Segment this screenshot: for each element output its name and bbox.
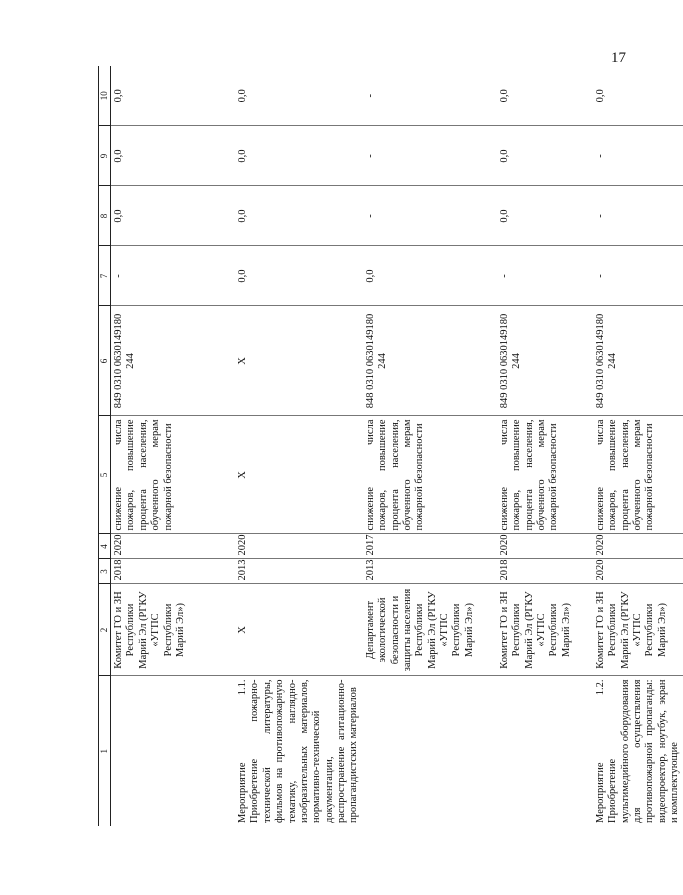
value-cell: 0,0 — [235, 66, 363, 126]
value-cell: 0,0 — [235, 246, 363, 306]
executor-cell: Комитет ГО и ЗН Республики Марий Эл (РГКУ «УГПС Республики Марий Эл») — [593, 584, 683, 676]
column-header: 2 — [99, 584, 111, 676]
value-cell: - — [593, 126, 683, 186]
column-header: 9 — [99, 126, 111, 186]
value-cell: - — [111, 246, 236, 306]
table-row — [497, 66, 593, 826]
rotated-table-container — [98, 66, 680, 826]
budget-code-cell: 849 0310 0630149180 244 — [111, 306, 236, 416]
executor-cell: Комитет ГО и ЗН Республики Марий Эл (РГКУ «УГПС Республики Марий Эл») — [497, 584, 593, 676]
column-header: 4 — [99, 534, 111, 559]
value-cell: 0,0 — [593, 66, 683, 126]
budget-code-cell: 848 0310 0630149180 244 — [363, 306, 497, 416]
end-year-cell: 2020 — [235, 534, 363, 559]
executor-cell: Департамент экологической безопасности и защиты населения Республики Марий Эл (РГКУ «УГПС Республики Марий Эл») — [363, 584, 497, 676]
value-cell: 0,0 — [497, 186, 593, 246]
header-row — [99, 66, 111, 826]
column-header: 10 — [99, 66, 111, 126]
result-cell: снижение числа пожаров, повышение процента населения, обученного мерам пожарной безопасности — [497, 416, 593, 534]
column-header: 1 — [99, 676, 111, 826]
start-year-cell: 2018 — [111, 559, 236, 584]
value-cell: 0,0 — [497, 66, 593, 126]
column-header: 6 — [99, 306, 111, 416]
value-cell: - — [593, 246, 683, 306]
result-cell: снижение числа пожаров, повышение процента населения, обученного мерам пожарной безопасности — [593, 416, 683, 534]
start-year-cell: 2013 — [363, 559, 497, 584]
value-cell: 0,0 — [497, 126, 593, 186]
end-year-cell: 2017 — [363, 534, 497, 559]
budget-code-cell: 849 0310 0630149180 244 — [497, 306, 593, 416]
start-year-cell: 2020 — [593, 559, 683, 584]
budget-code-cell: 849 0310 0630149180 244 — [593, 306, 683, 416]
value-cell: - — [363, 186, 497, 246]
table-row — [235, 66, 363, 826]
end-year-cell: 2020 — [497, 534, 593, 559]
activity-cell: Мероприятие 1.2. Приобретение мультимедийного оборудования для осуществления противопожарной пропаганды: видеопроектор, ноутбук, экран и комплектующие — [594, 679, 680, 823]
value-cell: 0,0 — [111, 186, 236, 246]
value-cell: - — [363, 126, 497, 186]
value-cell: 0,0 — [235, 186, 363, 246]
table-row — [593, 66, 683, 826]
value-cell: - — [363, 66, 497, 126]
table-row — [363, 66, 497, 826]
result-cell: снижение числа пожаров, повышение процента населения, обученного мерам пожарной безопасности — [111, 416, 236, 534]
page-number: 17 — [611, 50, 626, 66]
value-cell: - — [593, 186, 683, 246]
activity-cell — [111, 676, 236, 826]
executor-cell: Комитет ГО и ЗН Республики Марий Эл (РГКУ «УГПС Республики Марий Эл») — [111, 584, 236, 676]
column-header: 7 — [99, 246, 111, 306]
activity-cell — [497, 676, 593, 826]
start-year-cell: 2018 — [497, 559, 593, 584]
activity-cell — [363, 676, 497, 826]
start-year-cell: 2013 — [235, 559, 363, 584]
activity-cell: Мероприятие 1.1. Приобретение пожарно-технической литературы, фильмов на противопожарную тематику, наглядно-изобразительных материалов, нормативно-технической документации, распространение агитационно-пропагандистских материалов — [237, 679, 360, 823]
budget-code-cell: X — [235, 306, 363, 416]
value-cell: 0,0 — [363, 246, 497, 306]
program-activities-table — [98, 66, 683, 826]
executor-cell: X — [235, 584, 363, 676]
end-year-cell: 2020 — [593, 534, 683, 559]
value-cell: - — [497, 246, 593, 306]
result-cell: снижение числа пожаров, повышение процента населения, обученного мерам пожарной безопасности — [363, 416, 497, 534]
column-header: 5 — [99, 416, 111, 534]
table-row — [111, 66, 236, 826]
end-year-cell: 2020 — [111, 534, 236, 559]
column-header: 3 — [99, 559, 111, 584]
result-cell: X — [235, 416, 363, 534]
column-header: 8 — [99, 186, 111, 246]
value-cell: 0,0 — [111, 66, 236, 126]
value-cell: 0,0 — [235, 126, 363, 186]
value-cell: 0,0 — [111, 126, 236, 186]
